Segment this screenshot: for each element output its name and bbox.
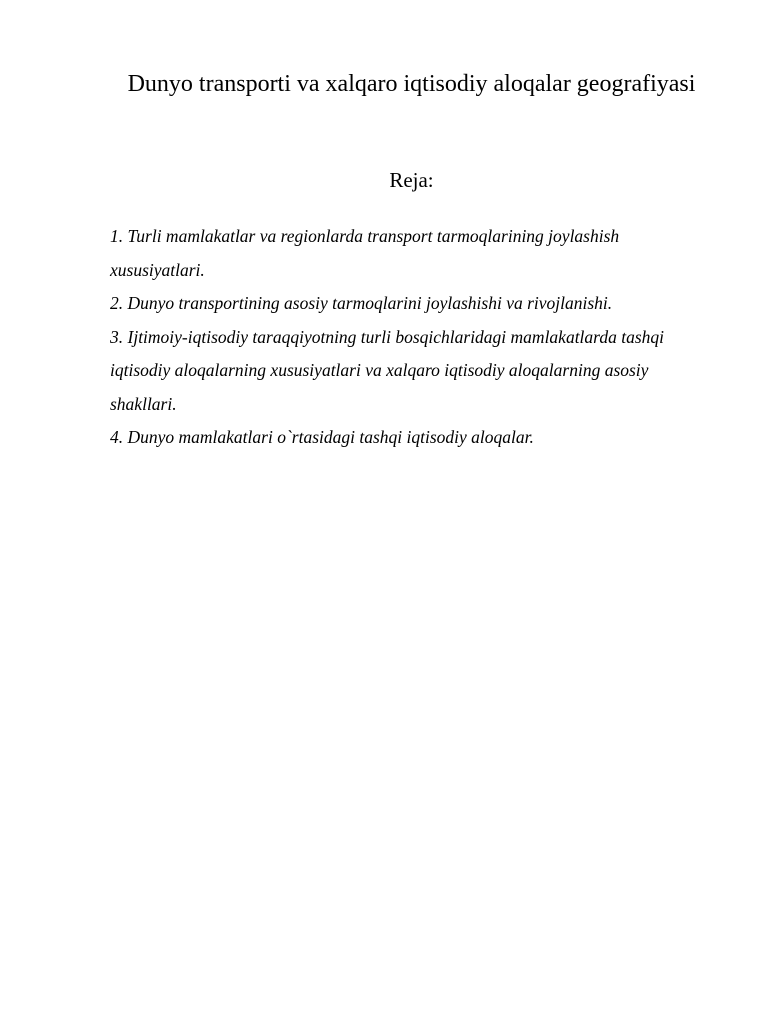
- plan-item: 1. Turli mamlakatlar va regionlarda transport tarmoqlarining joylashish xususiyatlari.: [110, 226, 620, 280]
- plan-item: 2. Dunyo transportining asosiy tarmoqlarini joylashishi va rivojlanishi.: [110, 293, 613, 313]
- plan-list: [110, 220, 710, 455]
- plan-item: 4. Dunyo mamlakatlari o`rtasidagi tashqi iqtisodiy aloqalar.: [110, 427, 534, 447]
- document-title: Dunyo transporti va xalqaro iqtisodiy aloqalar geografiyasi: [127, 71, 696, 97]
- plan-heading: Reja:: [389, 168, 434, 192]
- plan-item: 3. Ijtimoiy-iqtisodiy taraqqiyotning turli bosqichlaridagi mamlakatlarda tashqi iqtisodiy aloqalarning xususiyatlari va xalqaro iqtisodiy aloqalarning asosiy shakllari.: [110, 326, 664, 414]
